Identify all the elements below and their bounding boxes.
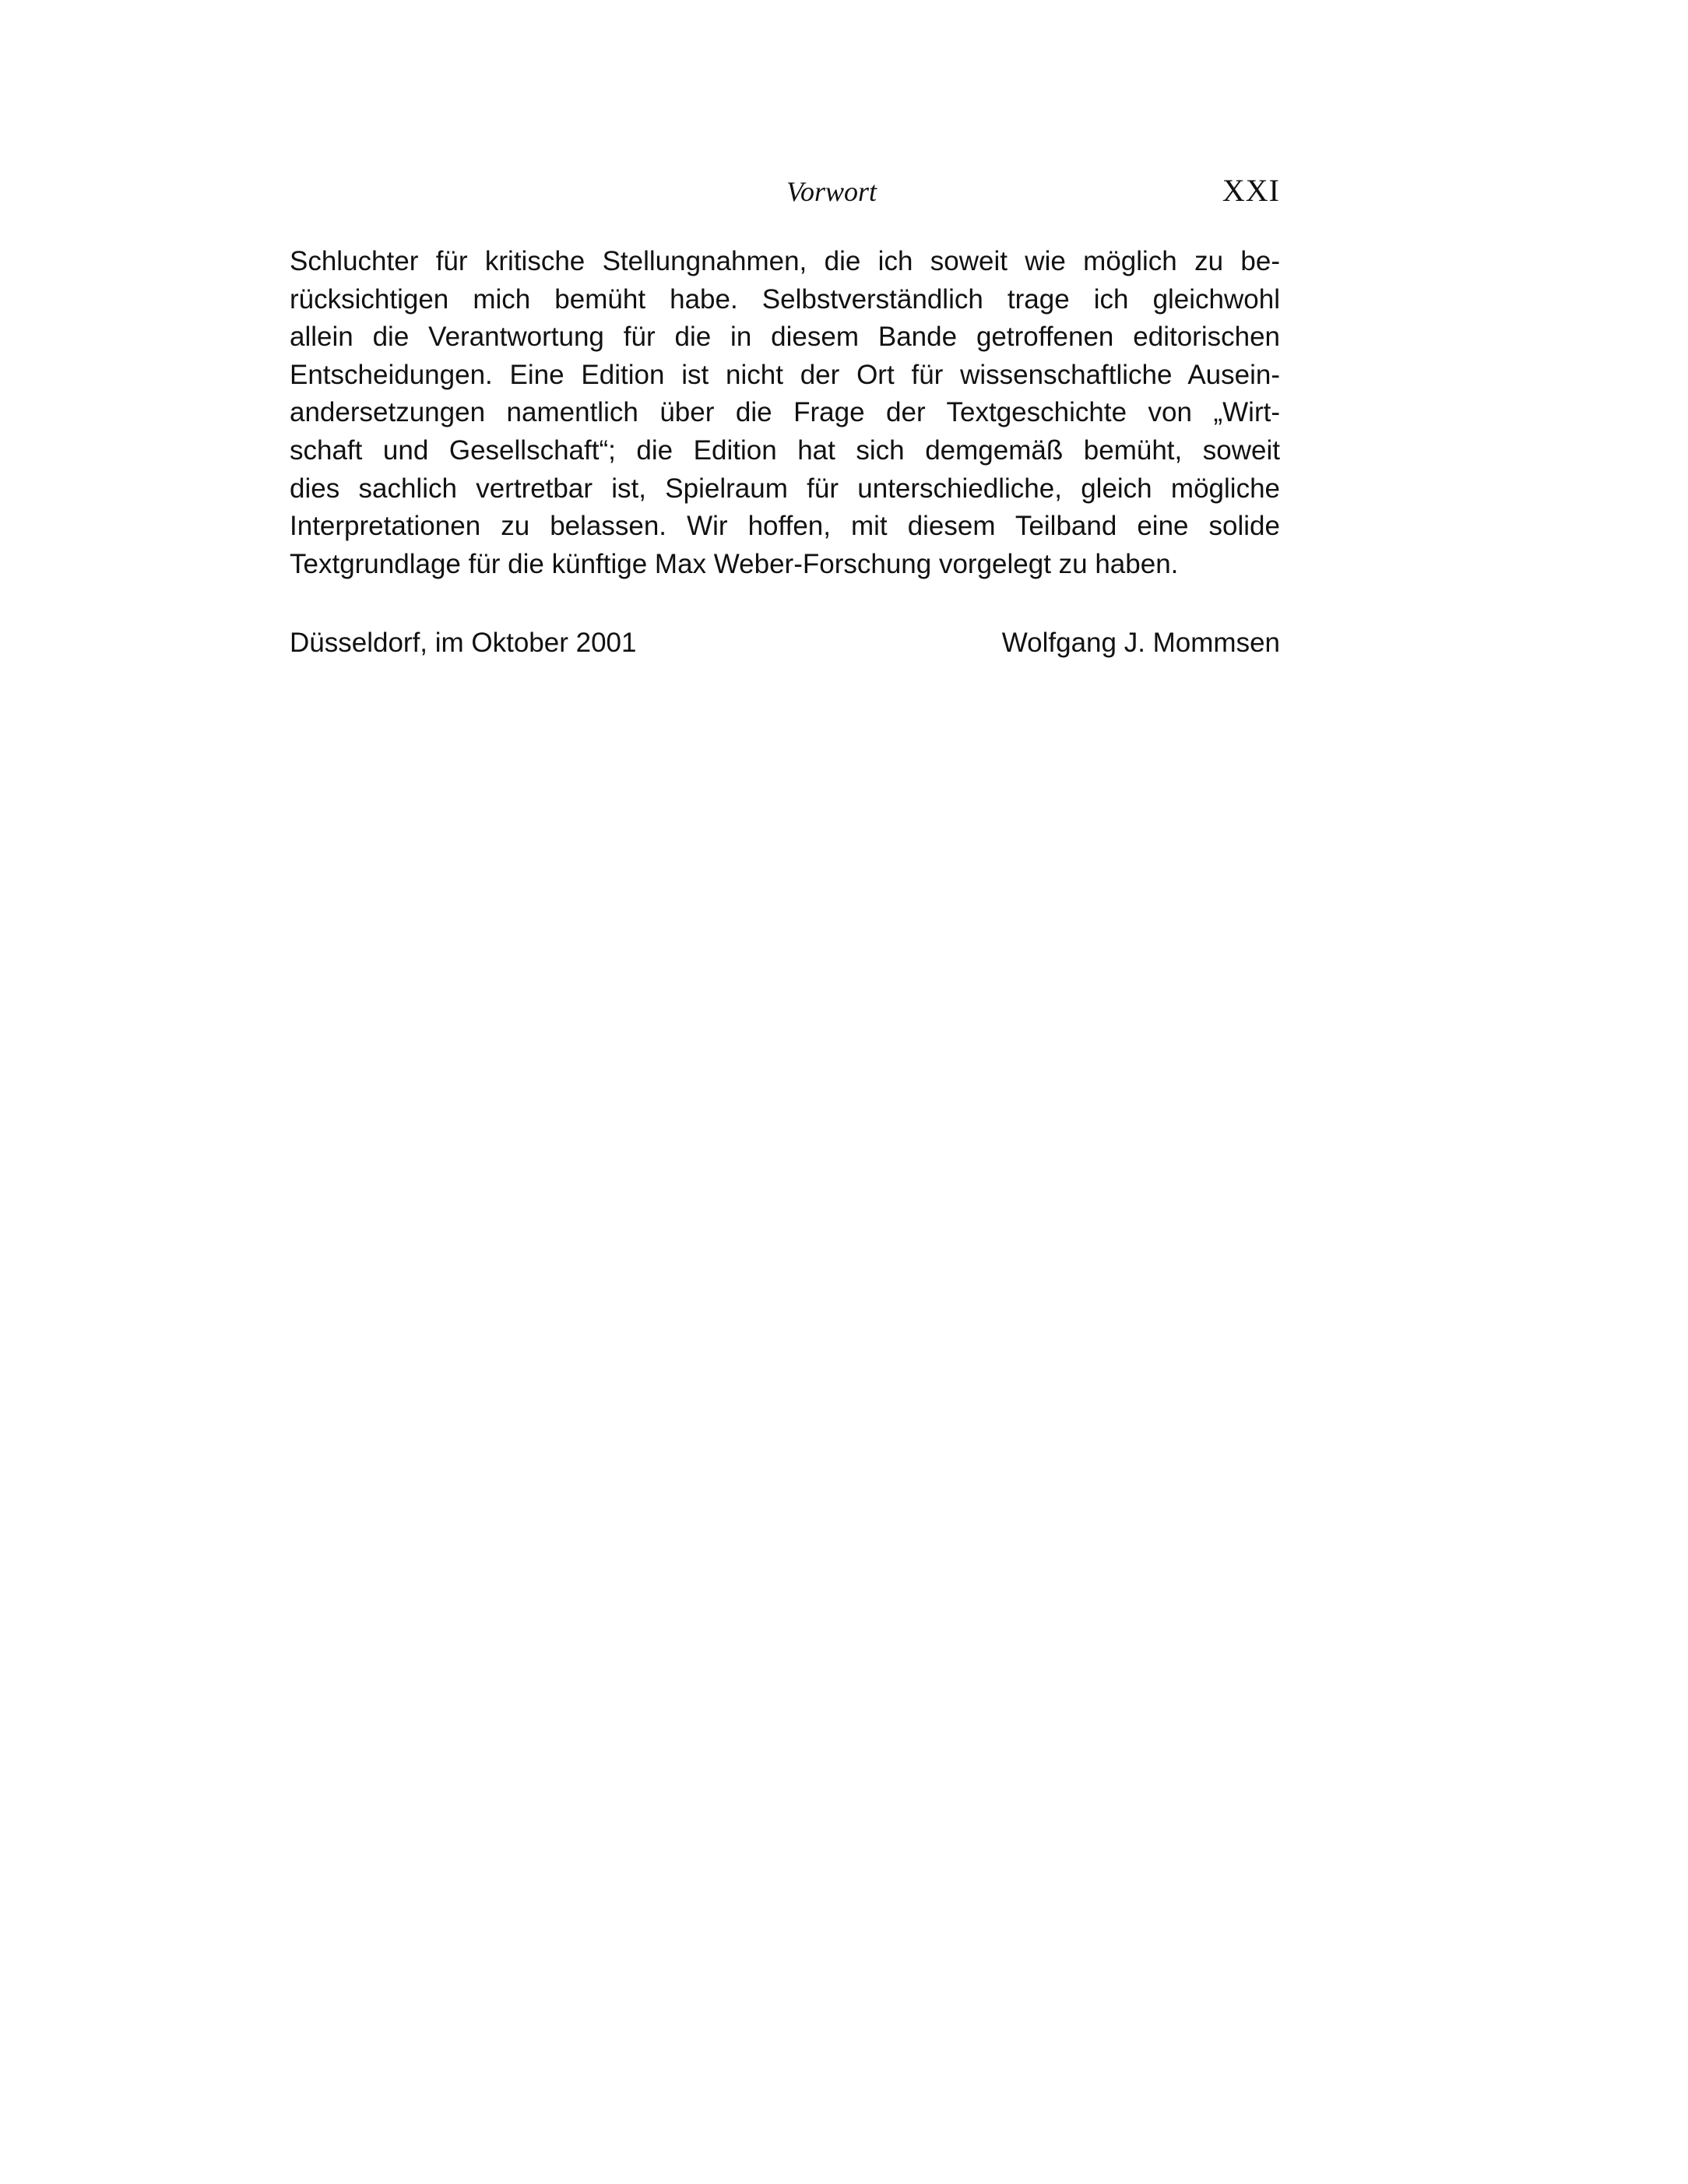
signature-block (290, 624, 1280, 662)
author-name: Wolfgang J. Mommsen (1001, 628, 1280, 658)
body-line: allein die Verantwortung für die in diesem Bande getroffenen editorischen (290, 322, 1280, 353)
place-date: Düsseldorf, im Oktober 2001 (290, 628, 637, 658)
body-line: andersetzungen namentlich über die Frage der Textgeschichte von „Wirt- (290, 397, 1280, 428)
body-line: dies sachlich vertretbar ist, Spielraum für unterschiedliche, gleich mögliche (290, 473, 1280, 504)
page-number: XXI (1222, 173, 1280, 208)
body-paragraph (290, 243, 1280, 583)
body-line: Textgrundlage für die künftige Max Weber-Forschung vorgelegt zu haben. (290, 548, 1179, 579)
body-line: Entscheidungen. Eine Edition ist nicht der Ort für wissenschaftliche Ausein- (290, 359, 1280, 390)
body-line: Interpretationen zu belassen. Wir hoffen, mit diesem Teilband eine solide (290, 511, 1280, 542)
body-line: rücksichtigen mich bemüht habe. Selbstverständlich trage ich gleichwohl (290, 283, 1280, 315)
body-line: schaft und Gesellschaft“; die Edition hat sich demgemäß bemüht, soweit (290, 434, 1280, 466)
body-line: Schluchter für kritische Stellungnahmen, die ich soweit wie möglich zu be- (290, 246, 1280, 276)
running-header-title: Vorwort (786, 176, 877, 207)
